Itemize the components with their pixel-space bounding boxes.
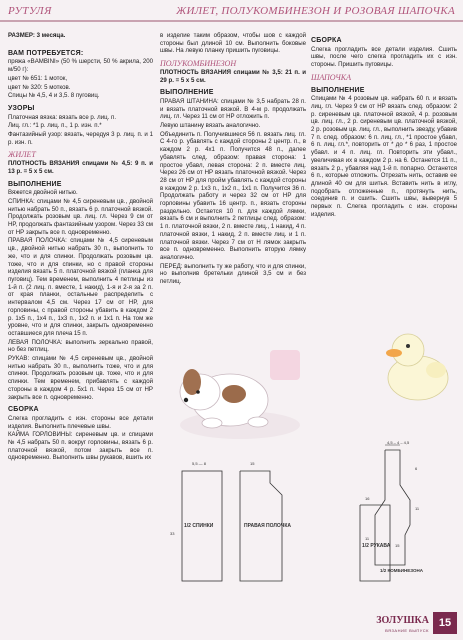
column-2 [160, 32, 306, 287]
pattern-1: Платочная вязка: вязать все р. лиц. п. [8, 113, 117, 121]
overall-exec-title: ВЫПОЛНЕНИЕ [160, 89, 214, 97]
patterns-title: УЗОРЫ [8, 104, 35, 112]
overall-title: ПОЛУКОМБИНЕЗОН [160, 59, 237, 69]
color2-text: цвет № 320: 5 мотков. [8, 83, 71, 91]
vest-left-front: ЛЕВАЯ ПОЛОЧКА: выполнить зеркально правой, но без петлиц. [8, 338, 153, 354]
dim-sleeve-width: 16 [365, 496, 370, 501]
back-label: 1/2 СПИНКИ [184, 523, 214, 529]
overall-left-leg: Левую штанину вязать аналогично. [160, 122, 261, 130]
dim-back-height: 33 [170, 531, 175, 536]
overall-assembly-title: СБОРКА [311, 37, 342, 44]
materials-title: ВАМ ПОТРЕБУЕТСЯ: [8, 49, 84, 57]
overall-front: ПЕРЕД: выполнить ту же работу, что и для спинки, но выполнив бретельки длиной 3,5 см и без петлиц. [160, 262, 306, 286]
vest-collar: КАЙМА ГОРЛОВИНЫ: сиреневым цв. и спицами № 4,5 набрать 50 п. вокруг горловины, вязать 6 р. платочной вязкой, потом закрыть все п. одновременно. Выполнить швы рукавов, вшить их [8, 431, 153, 462]
header-left-title: РУТУЛЯ [8, 5, 52, 17]
hat-instructions: Спицами № 4 розовым цв. набрать 60 п. и вязать лиц. гл. Через 9 см от НР вязать след. образом: 2 р. сиреневым цв. платочной вязкой, 4 р. розовым цв. лиц. гл., 2 р. сиреневым цв. платочной вязкой, 2 р. розовым цв. лиц. гл., выполнить звезду, убавив 7 п. след. образом: 6 п. лиц. гл., *1 простое убавл, 6 п. лиц. гл.*, повторить от * до * 6 раз, 1 простое убавл. и 4 п. лиц. гл. Повторить эти убавл., увеличивая их в каждом 2 р. на 6. Останется 11 п., вязать 2 р., убавляя над 1-й п. попарно. Останется 6 п., которые отложить. Отрезать нить, оставив ее длиной 40 см для шитья. Вставить нить в иглу, подобрать отложенные п., протянуть нить, соединив п. и сшить. Сшить швы, вывернув 5 первых п. Слегка прогладить с изн. стороны изделия. [311, 95, 457, 218]
column-3 [311, 32, 457, 219]
brand-title: ЗОЛУШКА [376, 615, 429, 626]
vest-continued: в изделие таким образом, чтобы шов с каждой стороны был длиной 10 см. Выполнить боковые швы. На левую планку пришить пуговицы. [160, 32, 306, 55]
vest-assembly: Слегка прогладить с изн. стороны все детали изделия. Выполнить плечевые швы. [8, 414, 153, 430]
dim-front-width: 15 [250, 461, 255, 466]
dim-side-2: 11 [415, 506, 420, 511]
pattern-2: Лиц. гл.: *1 р. лиц. п., 1 р. изн. п.* [8, 122, 102, 130]
vest-title: ЖИЛЕТ [8, 150, 36, 160]
sleeve-label: 1/2 РУКАВА [362, 543, 391, 549]
hat-exec-title: ВЫПОЛНЕНИЕ [311, 86, 365, 94]
hat-title: ШАПОЧКА [311, 72, 351, 82]
header-right-title: ЖИЛЕТ, ПОЛУКОМБИНЕЗОН И РОЗОВАЯ ШАПОЧКА [176, 5, 455, 17]
vest-density: ПЛОТНОСТЬ ВЯЗАНИЯ спицами № 4,5: 9 п. и 13 р. = 5 х 5 см. [8, 160, 153, 175]
dim-sleeve-height: 15 [395, 543, 400, 548]
size-text: РАЗМЕР: 3 месяца. [8, 32, 66, 39]
color1-text: цвет № 651: 1 моток, [8, 74, 68, 82]
vest-assembly-title: СБОРКА [8, 406, 39, 414]
dim-side-1: 6 [415, 466, 418, 471]
needles-text: Спицы № 4,5, 4 и 3,5. 8 пуговиц. [8, 92, 100, 100]
vest-exec-title: ВЫПОЛНЕНИЕ [8, 180, 62, 188]
page-number: 15 [433, 612, 457, 634]
puppy-photo [160, 330, 310, 450]
yarn-text: пряжа «BAMBINI» (50 % шерсти, 50 % акрила, 200 м/50 г): [8, 58, 153, 74]
brand-subtitle: ВЯЗАНИЕ ВЫПУСК [385, 628, 429, 633]
overall-assembly: Слегка прогладить все детали изделия. Сшить швы, после чего слегка прогладить их с изн. стороны. Пришить пуговицы. [311, 45, 457, 69]
duck-plush-photo [370, 320, 460, 410]
overall-label: 1/2 КОМБИНЕЗОНА [380, 568, 423, 573]
pattern-3: Фантазийный узор: вязать, чередуя 3 р. лиц. п. и 1 р. изн. п. [8, 131, 153, 146]
overall-density: ПЛОТНОСТЬ ВЯЗАНИЯ спицами № 3,5: 21 п. и 29 р. = 5 х 5 см. [160, 68, 306, 84]
dim-back-width: 5,5 — 8 [192, 461, 207, 466]
overall-join: Объединить п. Получившиеся 56 п. вязать лиц. гл. С 4-го р. убавлять с каждой стороны 2 центр. п., в каждом 2 р. 4х1 п. Получится 48 п., далее убавлять след. образом: правая сторона: 1 простое убавл, левая сторона: 2 п. вместе лиц. Через 26 см от НР вязать платочной вязкой. Через 28 см от НР для пройм убавлять с каждой стороны в каждом 2 р. 1х3 п., 1х2 п., 1х1 п. Получится 36 п. Продолжать работу и через 32 см от НР для горловины убавить 16 центр. п., вязать стороны раздельно. Остается 10 п. для каждой лямки, вязать 6 см и выполнить 2 петлицы след. образом: 1 п. платочной вязки, 2 п. вместе лиц., 1 накид, 4 п. платочной вязки, 1 накид, 2 п. вместе лиц. и 1 п. платочной вязки. Через 7 см от Н лямок закрыть все п. одновременно. Выполнить вторую лямку аналогично. [160, 130, 306, 261]
dim-side-3: 11 [365, 536, 370, 541]
vest-exec-intro: Вяжется двойной нитью. [8, 189, 78, 197]
vest-back: СПИНКА: спицами № 4,5 сиреневым цв., двойной нитью набрать 50 п., вязать 6 р. платочной вязкой. Продолжать розовым цв. лиц. гл. Через 9 см от НР, продолжать фантазийным узором. Через 33 см от НР закрыть все п. одновременно. [8, 197, 153, 236]
vest-right-front: ПРАВАЯ ПОЛОЧКА: спицами № 4,5 сиреневым цв., двойной нитью набрать 30 п., выполнить то же, что и для спинки. Продолжать розовым цв. тоже, что и для спинки, но с правой стороны изделия вязать 5 п. платочной вязкой (планка для пуговиц). Тем временем, выполнить 4 петлицы из 1-й п. (2 лиц. п. вместе, 1 накид), 1-я и 2-я за 2 п. от края планки, остальные распределить с интервалом 4,5 см. Через 17 см от НР, для горловины, с правой стороны убавить в каждом 2 р. 1х5 п., 1х4 п., 1х3 п., 1х2 п. и 1х1 п. На том же уровне, что и для спинки, закрыть одновременно оставшиеся для плеча 15 п. [8, 237, 153, 337]
header-divider [0, 20, 463, 22]
vest-patterns [160, 455, 460, 590]
dim-top: 4,5 – 4 – 4,5 [387, 440, 410, 445]
vest-sleeve: РУКАВ: спицами № 4,5 сиреневым цв., двойной нитью набрать 30 п., выполнить тоже, что и для спинки. Продолжать розовым цв. тоже, что и для спинки. Тем временем, прибавлять с каждой стороны в каждом 4 р. 5х1 п. Через 15 см от НР закрыть все п. одновременно. [8, 355, 153, 401]
front-label: ПРАВАЯ ПОЛОЧКА [244, 523, 291, 529]
column-1 [8, 32, 153, 463]
overall-right-leg: ПРАВАЯ ШТАНИНА: спицами № 3,5 набрать 28 п. и вязать платочной вязкой. В 4-м р. продолжать лиц. гл. Через 11 см от НР отложить п. [160, 97, 306, 121]
